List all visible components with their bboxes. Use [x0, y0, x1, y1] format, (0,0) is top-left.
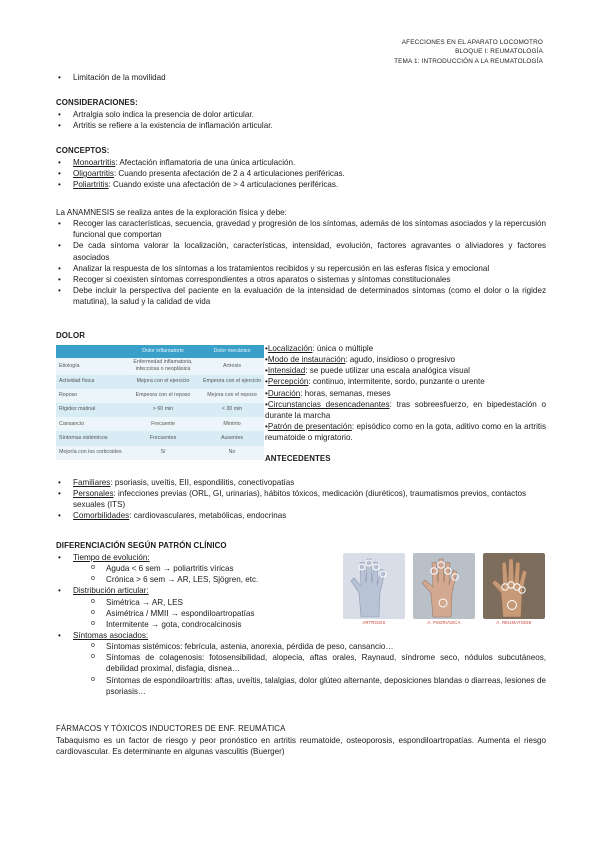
table-cell: Etiología: [56, 358, 126, 375]
table-cell: Mejoría con los corticoides: [56, 446, 126, 460]
image-caption: ARTROSIS: [362, 620, 386, 625]
table-cell: Cansancio: [56, 417, 126, 431]
table-row: [56, 403, 264, 417]
definition: : Afectación inflamatoria de una única articulación.: [115, 157, 296, 167]
definition: : episódico como en la gota, aditivo como en la artritis reumatoide o migratorio.: [265, 422, 546, 443]
header-course: AFECCIONES EN EL APARATO LOCOMOTRO: [401, 39, 543, 46]
image-caption: A. PSORIÁSICA: [427, 620, 461, 625]
list-item: • Analizar la respuesta de los síntomas a los tratamientos recibidos y su repercusión en las esferas física y emocional: [56, 263, 546, 274]
table-row: [56, 446, 264, 460]
term: Duración: [267, 388, 301, 398]
group-label: Distribución articular:: [73, 586, 149, 596]
list-item: • Debe incluir la perspectiva del paciente en la evaluación de la intensidad de determinados síntomas (como el dolor o la rigidez matutina), la salud y la calidad de vida: [56, 285, 546, 307]
conceptos-section: [56, 146, 546, 190]
header-topic: TEMA 1: INTRODUCCIÓN A LA REUMATOLOGÍA: [394, 57, 543, 65]
sub-item: o Aguda < 6 sem → poliartritis víricas: [91, 563, 546, 574]
list-item: [56, 168, 546, 179]
antecedentes-section: [56, 477, 546, 522]
section-title: DIFERENCIACIÓN SEGÚN PATRÓN CLÍNICO: [56, 541, 227, 550]
term: Comorbilidades: [73, 511, 130, 521]
group-item: [56, 630, 546, 697]
bullet-marker: •: [265, 388, 268, 398]
sub-item: o Síntomas sistémicos: febrícula, astenia, anorexia, pérdida de peso, cansancio…: [91, 641, 546, 652]
image-caption: A. REUMATOIDE: [496, 620, 532, 625]
table-cell: Actividad física: [56, 375, 126, 389]
pain-feature: [265, 388, 546, 399]
definition: : única o múltiple: [312, 344, 374, 353]
group-label: Síntomas asociados:: [73, 631, 149, 640]
sub-item: o Intermitente → gota, condrocalcinosis: [91, 619, 546, 630]
intro-text: La: [56, 208, 67, 217]
section-title: FÁRMACOS Y TÓXICOS INDUCTORES DE ENF. REUMÁTICA: [56, 724, 286, 733]
farmacos-section: [56, 724, 546, 757]
pain-feature: [265, 399, 546, 421]
pain-features: [265, 343, 546, 465]
list-item: [56, 488, 546, 510]
list-item: • Recoger si coexisten síntomas correspondientes a otros aparatos o sistemas y síntomas constitucionales: [56, 274, 546, 285]
bullet-marker: •: [265, 355, 268, 365]
term: Familiares: [73, 478, 111, 487]
table-cell: Artrosis: [200, 358, 264, 375]
table-header-row: [56, 345, 264, 358]
section-title: DOLOR: [56, 331, 85, 340]
definition: : cardiovasculares, metabólicas, endocrinas: [129, 511, 287, 521]
sub-item: o Asimétrica / MMII → espondiloartropatías: [91, 608, 546, 619]
definition: : se puede utilizar una escala analógica visual: [305, 366, 470, 376]
hands-illustration: [343, 553, 546, 628]
header-block: BLOQUE I: REUMATOLOGÍA: [455, 48, 543, 56]
table-header: Dolor inflamatorio: [126, 345, 200, 358]
intro-term: ANAMNESIS: [66, 208, 115, 217]
table-cell: Mejora con el ejercicio: [126, 375, 200, 389]
table-cell: < 30 min: [200, 403, 264, 417]
sub-item: o Síntomas de colagenosis: fotosensibilidad, alopecia, aftas orales, Raynaud, síndrome seco, nódulos subcutáneos, debilidad proximal, disfagia, disnea…: [91, 652, 546, 674]
table-cell: Mínimo: [200, 417, 264, 431]
table-row: [56, 375, 264, 389]
list-item: [56, 477, 546, 488]
table-cell: Sí: [126, 446, 200, 460]
table-cell: Reposo: [56, 389, 126, 403]
section-title: ANTECEDENTES: [265, 454, 331, 464]
pain-feature: [265, 343, 546, 354]
definition: : Cuando presenta afectación de 2 a 4 articulaciones periféricas.: [113, 169, 345, 179]
list-item: [56, 510, 546, 521]
sub-item: o Simétrica → AR, LES: [91, 597, 546, 608]
section-title: CONSIDERACIONES:: [56, 98, 138, 107]
term: Personales: [73, 489, 114, 499]
intro-text: se realiza antes de la exploración física y debe:: [114, 208, 287, 217]
table-cell: Ausentes: [200, 431, 264, 445]
term: Percepción: [267, 377, 309, 387]
table-row: [56, 431, 264, 445]
dolor-section: [56, 331, 546, 342]
list-item: • Artralgia solo indica la presencia de dolor articular.: [56, 109, 546, 120]
definition: : psoriasis, uveítis, EII, espondilitis, conectivopatías: [110, 478, 295, 487]
term: Patrón de presentación: [267, 422, 352, 432]
list-item: • Recoger las características, secuencia, gravedad y progresión de los síntomas, además de los síntomas asociados y la repercusión funcional que comportan: [56, 218, 546, 240]
term: Oligoartritis: [73, 169, 114, 179]
consideraciones-section: [56, 98, 546, 131]
list-item: • De cada síntoma valorar la localización, características, intensidad, evolución, factores agravantes o aliviadores y factores asociados: [56, 240, 546, 262]
term: Intensidad: [267, 366, 306, 376]
anamnesis-section: [56, 207, 546, 307]
document-header: [394, 38, 543, 66]
group-label: Tiempo de evolución:: [73, 552, 150, 562]
bullet-marker: •: [265, 377, 268, 387]
hand-reumatoide-image: [483, 553, 545, 619]
definition: : tras sobreesfuerzo, en bipedestación o durante la marcha: [265, 399, 547, 420]
pain-feature: [265, 365, 546, 376]
list-item: [56, 157, 546, 168]
bullet-marker: •: [265, 366, 268, 376]
pain-feature: [265, 421, 546, 443]
bullet-marker: •: [265, 399, 268, 409]
table-cell: > 60 min: [126, 403, 200, 417]
paragraph: Tabaquismo es un factor de riesgo y peor pronóstico en artritis reumatoide, osteoporosis, espondiloartropatías. Aumenta el riesgo cardiovascular. Es determinante en algunas vasculitis (Buerger): [56, 735, 546, 757]
term: Poliartritis: [73, 180, 109, 190]
hand-artrosis-image: [343, 553, 405, 619]
table-row: [56, 358, 264, 375]
definition: : infecciones previas (ORL, GI, urinarias), hábitos tóxicos, medicación (diuréticos), traumatismos previos, contactos sexuales (ITS): [73, 489, 526, 510]
table-cell: No: [200, 446, 264, 460]
section-title: CONCEPTOS:: [56, 146, 110, 155]
table-cell: Frecuente: [126, 417, 200, 431]
bullet-marker: •: [265, 344, 268, 353]
table-cell: Síntomas sistémicos: [56, 431, 126, 445]
table-cell: Enfermedad inflamatoria, infecciosa o neoplásica: [126, 358, 200, 375]
table-cell: Empeora con el ejercicio: [200, 375, 264, 389]
table-cell: Mejora con el reposo: [200, 389, 264, 403]
list-item: • Artritis se refiere a la existencia de inflamación articular.: [56, 120, 546, 131]
term: Monoartritis: [73, 157, 116, 167]
table-row: [56, 389, 264, 403]
pain-comparison-table: [56, 345, 264, 460]
table-cell: Rigidez matinal: [56, 403, 126, 417]
pain-feature: [265, 376, 546, 387]
bullet-marker: •: [265, 422, 268, 432]
term: Localización: [267, 344, 313, 353]
table-header: Dolor mecánico: [200, 345, 264, 358]
hand-psoriasica-image: [413, 553, 475, 619]
table-row: [56, 417, 264, 431]
term: Circunstancias desencadenantes: [267, 399, 390, 409]
table-cell: Frecuentes: [126, 431, 200, 445]
list-item: [56, 179, 546, 190]
definition: : horas, semanas, meses: [300, 388, 391, 398]
list-item: • Limitación de la movilidad: [56, 72, 546, 83]
anamnesis-intro: [56, 207, 546, 218]
definition: : Cuando existe una afectación de > 4 articulaciones periféricas.: [108, 180, 339, 190]
sub-item: o Crónica > 6 sem → AR, LES, Sjögren, etc.: [91, 574, 546, 585]
top-bullet-section: [56, 72, 546, 83]
definition: : agudo, insidioso o progresivo: [345, 355, 456, 365]
pain-feature: [265, 354, 546, 365]
table-cell: Empeora con el reposo: [126, 389, 200, 403]
table-header: [56, 345, 126, 358]
sub-item: o Síntomas de espondiloartritis: aftas, uveítis, talalgias, dolor glúteo alternante, deposiciones blandas o diarreas, lesiones de psoriasis…: [91, 675, 546, 697]
definition: : continuo, intermitente, sordo, punzante o urente: [308, 377, 485, 387]
term: Modo de instauración: [267, 355, 346, 365]
